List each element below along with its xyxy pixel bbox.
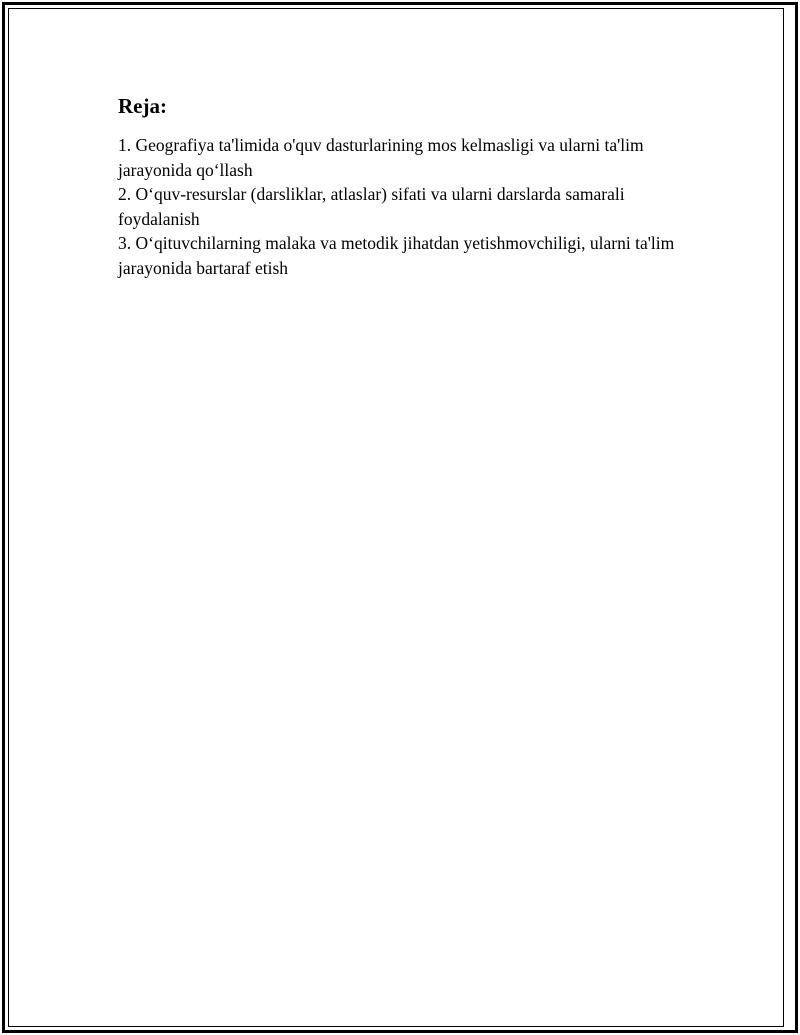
- page-content: [118, 93, 688, 280]
- plan-item-2: 2. O‘quv-resurslar (darsliklar, atlaslar) sifati va ularni darslarda samarali foydalanish: [118, 184, 625, 229]
- plan-list: [118, 133, 688, 280]
- plan-item-3: 3. O‘qituvchilarning malaka va metodik jihatdan yetishmovchiligi, ularni ta'lim jarayonida bartaraf etish: [118, 233, 675, 278]
- plan-heading: Reja:: [118, 94, 167, 118]
- plan-item-1: 1. Geografiya ta'limida o'quv dasturlarining mos kelmasligi va ularni ta'lim jarayonida qo‘llash: [118, 135, 644, 180]
